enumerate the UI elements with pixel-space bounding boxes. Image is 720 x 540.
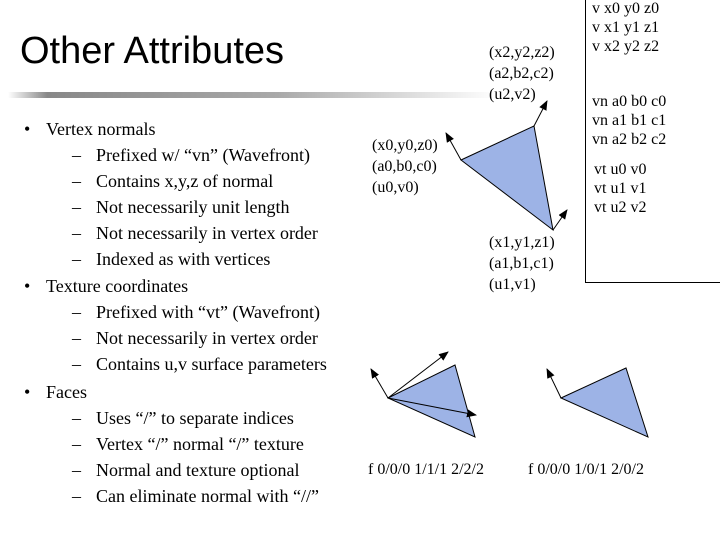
bullet-marker: • bbox=[24, 276, 31, 296]
bullet-marker: • bbox=[24, 382, 31, 402]
dash-marker: – bbox=[72, 328, 81, 348]
dash-marker: – bbox=[72, 302, 81, 322]
vertex-normal: (a2,b2,c2) bbox=[489, 65, 554, 82]
vertex-label-v1 bbox=[489, 232, 555, 295]
sub-bullet-text: Contains u,v surface parameters bbox=[96, 354, 327, 374]
top-triangle bbox=[461, 126, 553, 230]
dash-marker: – bbox=[72, 171, 81, 191]
normal-line: vn a1 b1 c1 bbox=[592, 112, 667, 129]
dash-marker: – bbox=[72, 460, 81, 480]
vertex-position: (x0,y0,z0) bbox=[372, 137, 438, 154]
bullet-marker: • bbox=[24, 119, 31, 139]
dash-marker: – bbox=[72, 408, 81, 428]
vertex-line: v x1 y1 z1 bbox=[592, 19, 660, 36]
normal-arrow bbox=[547, 369, 561, 398]
sub-bullet-text: Not necessarily in vertex order bbox=[96, 223, 318, 243]
sub-bullet-text: Contains x,y,z of normal bbox=[96, 171, 274, 191]
vertex-texcoord: (u1,v1) bbox=[489, 276, 536, 293]
bullet-text: Faces bbox=[46, 382, 87, 402]
sub-bullet-text: Not necessarily in vertex order bbox=[96, 328, 318, 348]
vertex-list bbox=[592, 0, 659, 56]
normal-arrow-v0 bbox=[446, 133, 461, 160]
face-example-shared: f 0/0/0 1/0/1 2/0/2 bbox=[528, 461, 644, 478]
vertex-texcoord: (u2,v2) bbox=[489, 86, 536, 103]
normal-arrow bbox=[371, 369, 388, 398]
vertex-normal: (a1,b1,c1) bbox=[489, 255, 554, 272]
dash-marker: – bbox=[72, 249, 81, 269]
texcoord-line: vt u0 v0 bbox=[594, 161, 647, 178]
sub-bullet-text: Uses “/” to separate indices bbox=[96, 408, 294, 428]
dash-marker: – bbox=[72, 486, 81, 506]
sub-bullet-text: Indexed as with vertices bbox=[96, 249, 271, 269]
vertex-label-v0 bbox=[372, 135, 438, 198]
vertex-position: (x1,y1,z1) bbox=[489, 234, 555, 251]
slide-title: Other Attributes bbox=[20, 30, 285, 72]
dash-marker: – bbox=[72, 145, 81, 165]
dash-marker: – bbox=[72, 354, 81, 374]
vertex-line: v x0 y0 z0 bbox=[592, 0, 660, 17]
normal-line: vn a2 b2 c2 bbox=[592, 131, 667, 148]
vertex-position: (x2,y2,z2) bbox=[489, 44, 555, 61]
normal-arrow-v1 bbox=[553, 210, 567, 230]
vertex-normal: (a0,b0,c0) bbox=[372, 158, 437, 175]
texcoord-list bbox=[594, 160, 646, 217]
sub-bullet-text: Prefixed w/ “vn” (Wavefront) bbox=[96, 145, 310, 165]
dash-marker: – bbox=[72, 223, 81, 243]
face-example-full: f 0/0/0 1/1/1 2/2/2 bbox=[368, 461, 484, 478]
sub-bullet-text: Normal and texture optional bbox=[96, 460, 300, 480]
texcoord-line: vt u1 v1 bbox=[594, 180, 647, 197]
vertex-texcoord: (u0,v0) bbox=[372, 179, 419, 196]
bullet-text: Texture coordinates bbox=[46, 276, 189, 296]
texcoord-line: vt u2 v2 bbox=[594, 199, 647, 216]
sub-bullet-text: Can eliminate normal with “//” bbox=[96, 486, 319, 506]
bottom-right-triangle bbox=[561, 368, 648, 437]
sub-bullet-text: Prefixed with “vt” (Wavefront) bbox=[96, 302, 320, 322]
vertex-line: v x2 y2 z2 bbox=[592, 38, 660, 55]
dash-marker: – bbox=[72, 197, 81, 217]
vertex-label-v2 bbox=[489, 42, 555, 105]
normal-line: vn a0 b0 c0 bbox=[592, 93, 667, 110]
bullet-text: Vertex normals bbox=[46, 119, 156, 139]
normal-list bbox=[592, 92, 666, 149]
dash-marker: – bbox=[72, 434, 81, 454]
sub-bullet-text: Vertex “/” normal “/” texture bbox=[96, 434, 304, 454]
sub-bullet-text: Not necessarily unit length bbox=[96, 197, 290, 217]
